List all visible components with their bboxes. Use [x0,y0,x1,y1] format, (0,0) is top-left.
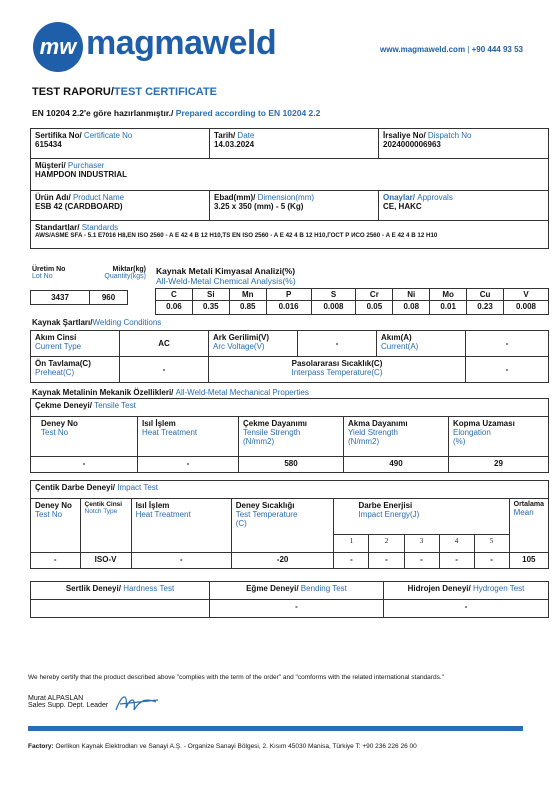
title-tr: TEST RAPORU/ [32,86,114,98]
current-type-label: Akım Cinsi [35,333,77,342]
chem-element-mo: Mo [430,289,467,301]
qty-label-en: Quantity(kgs) [104,273,146,280]
arc-voltage-label: Ark Gerilimi(V) [213,333,270,342]
el-label-en: Elongation [453,428,491,437]
tensile-table [30,398,549,473]
impact-heat-value: - [131,553,231,569]
footer-rule [28,726,523,731]
chem-value-s: 0.008 [311,301,356,315]
chem-element-si: Si [192,289,229,301]
ts-label-en: Tensile Strength [243,428,301,437]
tensile-title-en: Tensile Test [94,401,136,410]
header-contact: www.magmaweld.com | +90 444 93 53 [380,45,523,54]
interpass-label-en: Interpass Temperature(C) [291,368,383,377]
product-name-cell [31,191,210,221]
preheat-cell [31,357,120,383]
mechanical-title [32,388,309,397]
dispatch-label-en: Dispatch No [427,131,472,140]
chem-element-cr: Cr [356,289,393,301]
impact-testno-header [31,499,81,553]
hardness-header [31,582,210,600]
impact-title [31,481,549,499]
cert-no-cell [31,129,210,159]
el-header [449,417,549,457]
lot-no-value: 3437 [31,291,90,305]
qty-label [96,266,146,280]
mean-label: Ortalama [513,501,544,508]
impact-table [30,480,549,569]
temp-unit: (C) [235,519,247,528]
mean-value: 105 [509,553,548,569]
certify-statement: We hereby certify that the product described above "complies with the term of the order" and "comforms with the related international standards." [28,674,444,681]
impact-heat-label-en: Heat Treatment [135,510,191,519]
interpass-value: - [466,357,549,383]
current-type-value: AC [120,331,209,357]
energy-label-en: Impact Energy(J) [358,510,420,519]
chem-title [156,266,296,286]
notch-label-en: Notch Type [84,508,118,515]
dimension-cell [210,191,379,221]
purchaser-cell [31,159,549,191]
cert-no-label-en: Certificate No [83,131,133,140]
prepared-tr: EN 10204 2.2'e göre hazırlanmıştır./ [32,108,174,118]
chem-element-s: S [311,289,356,301]
cert-no-value: 615434 [35,140,62,149]
impact-heat-header [131,499,231,553]
mechanical-title-en: All-Weld-Metal Mechanical Properties [175,388,309,397]
ts-value: 580 [239,457,344,473]
notch-value: ISO-V [80,553,131,569]
standards-label: Standartlar/ [35,223,80,232]
product-name-label-en: Product Name [72,193,125,202]
brand-logo-mark [33,22,83,72]
qty-label-tr: Miktar(kg) [112,266,146,273]
arc-voltage-label-en: Arc Voltage(V) [213,342,265,351]
purchaser-label-en: Purchaser [67,161,105,170]
hydrogen-label-en: Hydrogen Test [472,584,525,593]
el-unit: (%) [453,437,466,446]
mean-label-en: Mean [513,508,534,517]
welding-title-en: Welding Conditions [92,318,162,327]
energy-col-2: 2 [369,535,404,553]
quantity-value: 960 [90,291,128,305]
arc-voltage-value: - [298,331,377,357]
lot-table [30,290,128,305]
chem-element-ni: Ni [393,289,430,301]
current-type-label-en: Current Type [35,342,82,351]
ts-unit: (N/mm2) [243,437,275,446]
energy-label: Darbe Enerjisi [358,501,413,510]
product-name-value: ESB 42 (CARDBOARD) [35,202,123,211]
date-label: Tarih/ [214,131,236,140]
ys-label-en: Yield Strength [348,428,398,437]
other-tests-table [30,581,549,618]
standards-label-en: Standards [81,223,119,232]
date-label-en: Date [237,131,255,140]
tensile-heat-label: Isıl İşlem [142,419,176,428]
bending-label-en: Bending Test [300,584,347,593]
energy-col-3: 3 [404,535,439,553]
impact-heat-label: Isıl İşlem [135,501,170,510]
ts-header [239,417,344,457]
dispatch-value: 2024000006963 [383,140,441,149]
bending-value: - [210,600,384,618]
energy-value-3: - [404,553,439,569]
tensile-testno-label: Deney No [41,419,78,428]
chem-value-cr: 0.05 [356,301,393,315]
interpass-cell [209,357,466,383]
notch-label: Çentik Cinsi [84,501,123,508]
factory-text: Oerlikon Kaynak Elektrodları ve Sanayi A.Ş. - Organize Sanayi Bölgesi, 2. Kısım 45030 Manisa, Türkiye T: +90 236 226 26 00 [55,743,417,750]
tensile-heat-header [138,417,239,457]
tensile-values-row [31,457,549,473]
tensile-heat-value: - [138,457,239,473]
chem-element-mn: Mn [229,289,266,301]
date-value: 14.03.2024 [214,140,255,149]
ys-header [344,417,449,457]
signatory-title: Sales Supp. Dept. Leader [28,702,109,709]
dispatch-label: İrsaliye No/ [383,131,426,140]
current-label: Akım(A) [381,333,412,342]
chem-title-en: All-Weld-Metal Chemical Analysis(%) [156,276,296,286]
impact-values-row [31,553,549,569]
approvals-value: CE, HAKC [383,202,422,211]
notch-header [80,499,131,553]
current-cell [377,331,466,357]
chem-element-v: V [503,289,548,301]
tensile-testno-label-en: Test No [41,428,69,437]
current-label-en: Current(A) [381,342,419,351]
chem-value-mn: 0.85 [229,301,266,315]
chem-element-cu: Cu [467,289,504,301]
chem-value-v: 0.008 [503,301,548,315]
energy-header [334,499,509,535]
cert-no-label: Sertifika No/ [35,131,82,140]
signature-mark [112,688,162,718]
mechanical-title-tr: Kaynak Metalinin Mekanik Özellikleri/ [32,388,174,397]
signatory [28,695,108,709]
mean-header [509,499,548,553]
interpass-label: Pasolararası Sıcaklık(C) [291,359,383,368]
tensile-testno-header [31,417,138,457]
lot-label [32,266,65,280]
purchaser-label: Müşteri/ [35,161,66,170]
factory-address [28,743,417,750]
website: www.magmaweld.com [380,45,466,54]
temp-label: Deney Sıcaklığı [235,501,295,510]
current-type-cell [31,331,120,357]
impact-title-tr: Çentik Darbe Deneyi/ [35,483,116,492]
impact-title-en: Impact Test [117,483,159,492]
chem-title-tr: Kaynak Metali Kimyasal Analizi(%) [156,266,296,276]
arc-voltage-cell [209,331,298,357]
tensile-heat-label-en: Heat Treatment [142,428,198,437]
chem-value-mo: 0.01 [430,301,467,315]
lot-label-tr: Üretim No [32,266,66,273]
factory-label: Factory: [28,743,54,750]
impact-testno-value: - [31,553,81,569]
energy-value-2: - [369,553,404,569]
ys-unit: (N/mm2) [348,437,380,446]
approvals-label: Onaylar/ [383,193,416,202]
chem-value-cu: 0.23 [467,301,504,315]
welding-title [32,318,161,327]
chem-value-c: 0.06 [156,301,193,315]
temp-label-en: Test Temperature [235,510,298,519]
bending-header [210,582,384,600]
logo-mark-text: mw [39,34,77,59]
tensile-testno-value: - [31,457,138,473]
energy-col-4: 4 [439,535,474,553]
energy-col-1: 1 [334,535,369,553]
certificate-info-table [30,128,549,249]
bending-label: Eğme Deneyi/ [246,584,299,593]
dispatch-cell [379,129,549,159]
welding-table [30,330,549,383]
impact-testno-label-en: Test No [35,510,63,519]
preheat-label-en: Preheat(C) [35,368,75,377]
approvals-cell [379,191,549,221]
dimension-label-en: Dimension(mm) [257,193,315,202]
standards-cell [31,221,549,249]
chem-element-p: P [266,289,311,301]
ts-label: Çekme Dayanımı [243,419,308,428]
ys-label: Akma Dayanımı [348,419,408,428]
product-name-label: Ürün Adı/ [35,193,71,202]
prepared-en: Prepared according to EN 10204 2.2 [175,108,321,118]
preheat-label: Ön Tavlama(C) [35,359,91,368]
energy-value-1: - [334,553,369,569]
impact-testno-label: Deney No [35,501,72,510]
current-value: - [466,331,549,357]
hardness-label-en: Hardness Test [123,584,175,593]
date-cell [210,129,379,159]
hydrogen-value: - [384,600,549,618]
hydrogen-label: Hidrojen Deneyi/ [407,584,471,593]
welding-title-tr: Kaynak Şartları/ [32,318,93,327]
brand-logo: magmaweld [86,24,277,62]
energy-value-4: - [439,553,474,569]
chem-value-ni: 0.08 [393,301,430,315]
dimension-value: 3.25 x 350 (mm) - 5 (Kg) [214,202,304,211]
el-label: Kopma Uzaması [453,419,515,428]
temp-value: -20 [231,553,334,569]
lot-label-en: Lot No [32,273,53,280]
energy-value-5: - [474,553,509,569]
tensile-title-tr: Çekme Deneyi/ [35,401,92,410]
hardness-value [31,600,210,618]
approvals-label-en: Approvals [417,193,453,202]
temp-header [231,499,334,553]
el-value: 29 [449,457,549,473]
phone: +90 444 93 53 [471,45,523,54]
ys-value: 490 [344,457,449,473]
prepared-note [32,108,320,118]
hydrogen-header [384,582,549,600]
chem-value-p: 0.016 [266,301,311,315]
signatory-name: Murat ALPASLAN [28,695,84,702]
purchaser-value: HAMPDON INDUSTRIAL [35,170,127,179]
standards-value: AWS/ASME SFA - 5.1 E7016 H8,EN ISO 2560 - A E 42 4 B 12 H10,TS EN ISO 2560 - A E 42 4 B 12 H10,ГОСТ Р ИСО 2560 - A E 42 4 B 12 H10 [35,232,438,239]
preheat-value: - [120,357,209,383]
tensile-title [31,399,549,417]
energy-col-5: 5 [474,535,509,553]
chem-table [155,288,549,315]
dimension-label: Ebad(mm)/ [214,193,256,202]
page-title [32,86,217,98]
title-en: TEST CERTIFICATE [113,86,217,98]
hardness-label: Sertlik Deneyi/ [65,584,121,593]
chem-value-si: 0.35 [192,301,229,315]
chem-element-c: C [156,289,193,301]
